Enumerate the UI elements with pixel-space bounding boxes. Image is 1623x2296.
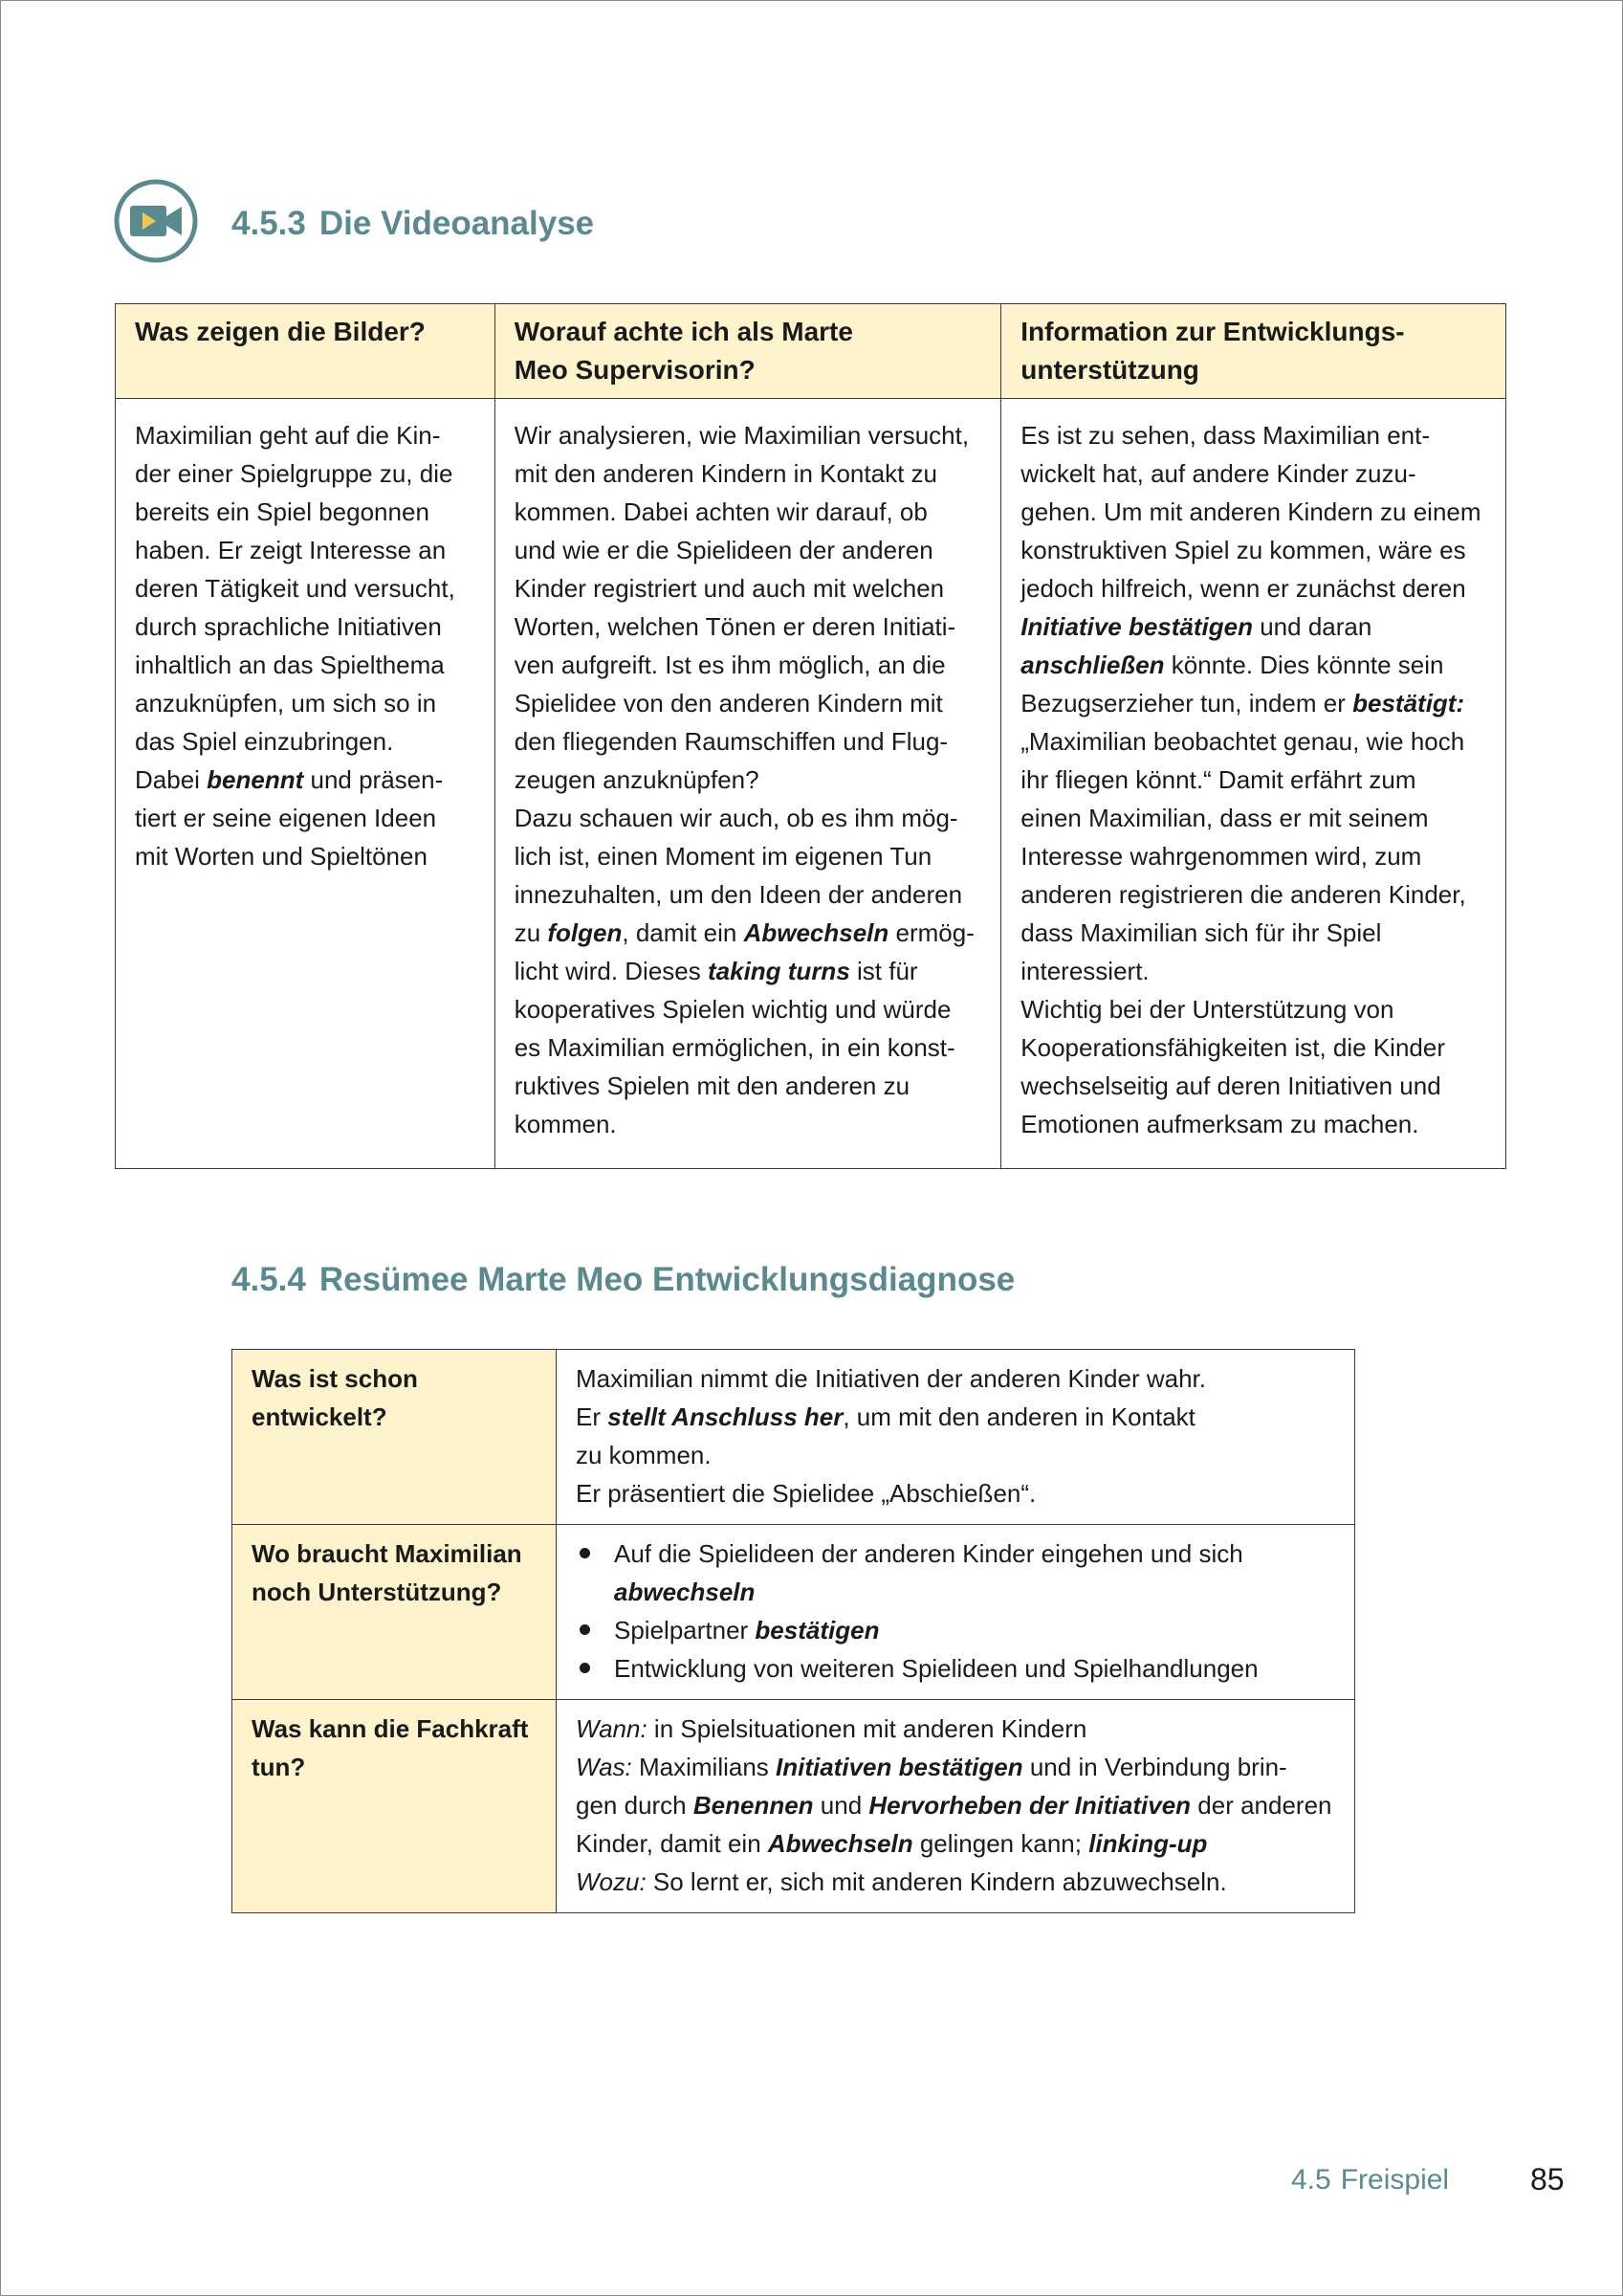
text-line: Kinder, damit ein Abwechseln gelingen kann; linking-up xyxy=(576,1829,1208,1858)
bullet-icon xyxy=(580,1663,590,1673)
row-label-developed: Was ist schon entwickelt? xyxy=(232,1350,557,1525)
section-title: Die Videoanalyse xyxy=(318,205,595,242)
text-line: Wann: in Spielsituationen mit anderen Kindern xyxy=(576,1714,1087,1743)
cell-development-support: Es ist zu sehen, dass Maximilian ent- wickelt hat, auf andere Kinder zuzu- gehen. Um mit anderen Kindern zu einem konstruktiven Spiel zu kommen, wäre es jedoch hilfreich, wenn er zunächst deren Initiative bestätigen und daran anschließen könnte. Dies könnte sein Bezugserzieher tun, indem er bestätigt: „Maximilian beobachtet genau, wie hoch ihr fliegen könnt.“ Damit erfährt zum einen Maximilian, dass er mit seinem Interesse wahrgenommen wird, zum anderen registrieren die anderen Kinder, dass Maximilian sich für ihr Spiel interessiert. Wichtig bei der Unterstützung von Kooperationsfähigkeiten ist, die Kinder wechselseitig auf deren Initiativen und Emotionen aufmerksam zu machen. xyxy=(1001,399,1506,1169)
list-item: Auf die Spielideen der anderen Kinder eingehen und sich abwechseln xyxy=(576,1534,1335,1611)
section-heading-4-5-3 xyxy=(231,205,594,243)
header-cell-images: Was zeigen die Bilder? xyxy=(116,304,495,399)
page-number: 85 xyxy=(1530,2162,1565,2197)
footer-section-label: 4.5 Freispiel xyxy=(1291,2164,1450,2196)
bullet-icon xyxy=(580,1548,590,1558)
row-content-support-needed xyxy=(557,1525,1355,1700)
text-line: Dabei benennt und präsen- xyxy=(135,765,444,794)
text-line: Wozu: So lernt er, sich mit anderen Kindern abzuwechseln. xyxy=(576,1867,1227,1896)
text-line: Bezugserzieher tun, indem er bestätigt: xyxy=(1020,689,1465,718)
table-row xyxy=(232,1525,1355,1700)
row-label-professional-action: Was kann die Fachkraft tun? xyxy=(232,1700,557,1913)
cell-supervisor-focus: Wir analysieren, wie Maximilian versucht, mit den anderen Kindern in Kontakt zu kommen. Dabei achten wir darauf, ob und wie er die Spielideen der anderen Kinder registriert und auch mit welchen Worten, welchen Tönen er deren Initiati- ven aufgreift. Ist es ihm möglich, an die Spielidee von den anderen Kindern mit den fliegenden Raumschiffen und Flug- zeugen anzuknüpfen? Dazu schauen wir auch, ob es ihm mög- lich ist, einen Moment im eigenen Tun innezuhalten, um den Ideen der anderen zu folgen, damit ein Abwechseln ermög- licht wird. Dieses taking turns ist für kooperatives Spielen wichtig und würde es Maximilian ermöglichen, in ein konst- ruktives Spielen mit den anderen zu kommen. xyxy=(494,399,1001,1169)
text-line: gen durch Benennen und Hervorheben der Initiativen der anderen xyxy=(576,1791,1332,1820)
text-line: licht wird. Dieses taking turns ist für xyxy=(514,957,918,985)
video-analysis-table xyxy=(115,303,1506,1169)
list-item: Entwicklung von weiteren Spielideen und Spielhandlungen xyxy=(576,1649,1335,1688)
bullet-icon xyxy=(580,1624,590,1635)
text-line: Was: Maximilians Initiativen bestätigen und in Verbindung brin- xyxy=(576,1753,1287,1781)
text-line: Initiative bestätigen und daran xyxy=(1020,612,1372,641)
row-content-developed: Maximilian nimmt die Initiativen der anderen Kinder wahr. Er stellt Anschluss her, um mit den anderen in Kontakt zu kommen. Er präsentiert die Spielidee „Abschießen“. xyxy=(557,1350,1355,1525)
text-line: Er stellt Anschluss her, um mit den anderen in Kontakt xyxy=(576,1402,1195,1431)
bullet-list xyxy=(576,1534,1335,1688)
list-item: Spielpartner bestätigen xyxy=(576,1611,1335,1649)
header-cell-supervisor: Worauf achte ich als Marte Meo Supervisorin? xyxy=(494,304,1001,399)
row-label-support-needed: Wo braucht Maximilian noch Unterstützung? xyxy=(232,1525,557,1700)
section-number: 4.5.3 xyxy=(231,205,306,242)
cell-what-images-show: Maximilian geht auf die Kin- der einer Spielgruppe zu, die bereits ein Spiel begonnen haben. Er zeigt Interesse an deren Tätigkeit und versucht, durch sprachliche Initiativen inhaltlich an das Spielthema anzuknüpfen, um sich so in das Spiel einzubringen. Dabei benennt und präsen- tiert er seine eigenen Ideen mit Worten und Spieltönen xyxy=(116,399,495,1169)
section-heading-4-5-4 xyxy=(231,1261,1015,1299)
section-title: Resümee Marte Meo Entwicklungsdiagnose xyxy=(318,1261,1016,1298)
section-number: 4.5.4 xyxy=(231,1261,306,1298)
text-line: zu folgen, damit ein Abwechseln ermög- xyxy=(514,918,975,947)
table-row xyxy=(232,1350,1355,1525)
text-line: anschließen könnte. Dies könnte sein xyxy=(1020,651,1444,679)
diagnosis-summary-table xyxy=(231,1349,1355,1913)
video-camera-icon xyxy=(113,178,199,264)
header-cell-development-info: Information zur Entwicklungs- unterstützung xyxy=(1001,304,1506,399)
table-row xyxy=(116,399,1506,1169)
table-header-row xyxy=(116,304,1506,399)
table-row xyxy=(232,1700,1355,1913)
row-content-professional-action xyxy=(557,1700,1355,1913)
